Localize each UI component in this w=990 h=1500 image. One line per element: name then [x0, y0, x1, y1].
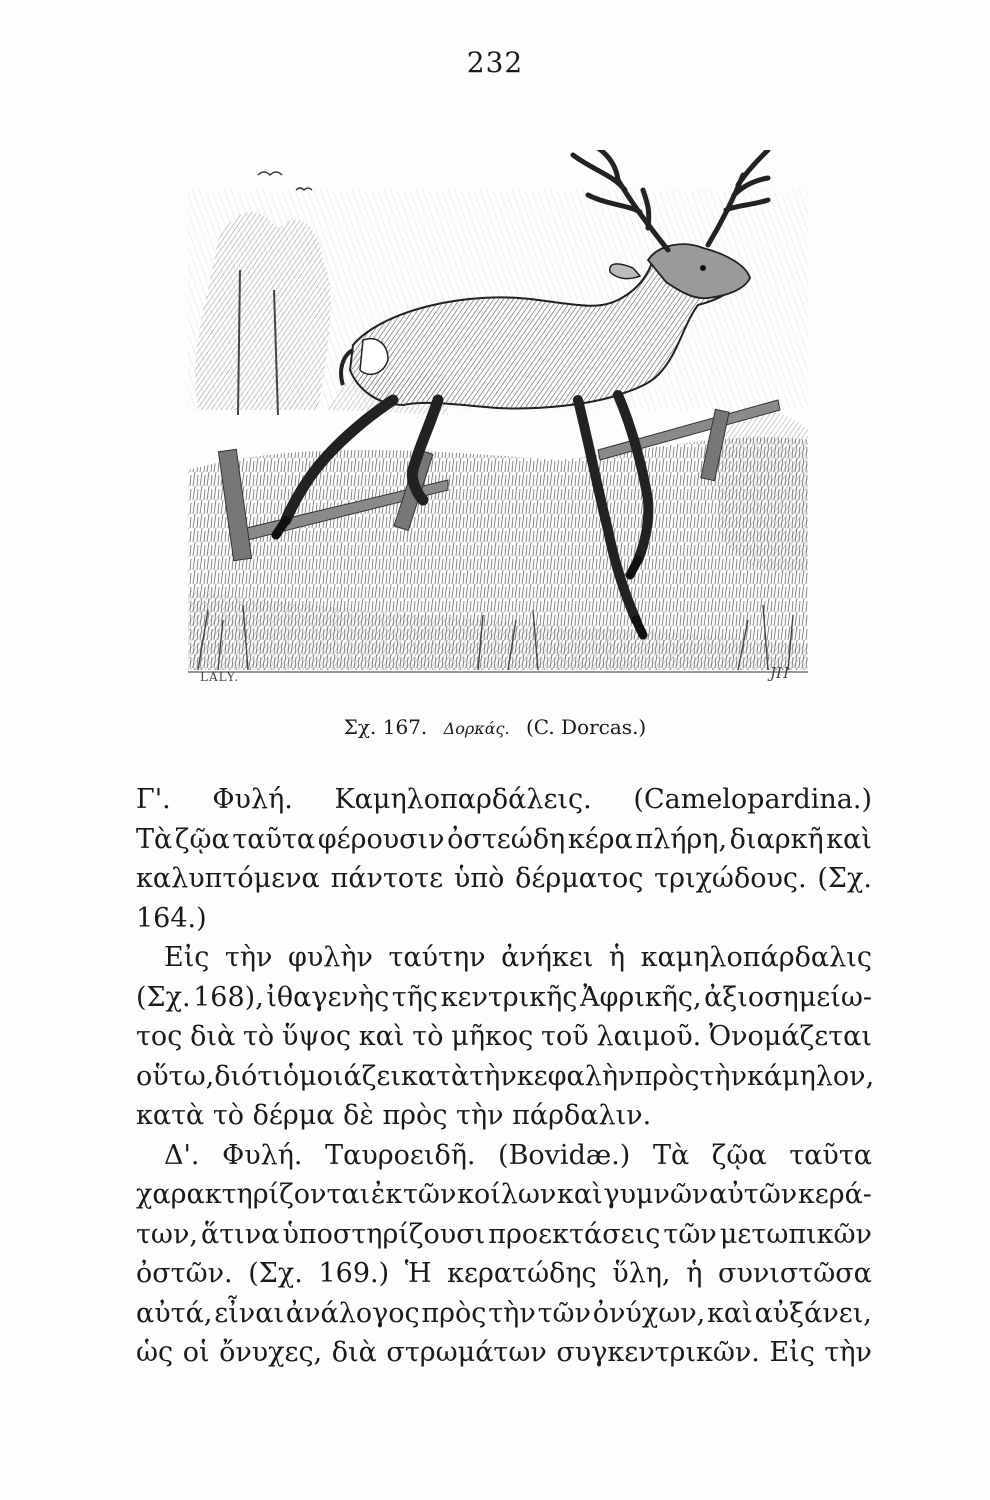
text-line: [136, 1254, 872, 1294]
word: Καμηλοπαρδάλεις.: [334, 784, 592, 815]
word: αὐτῶν: [709, 1179, 798, 1210]
word: ἡ: [608, 942, 626, 973]
word: τῆς: [391, 981, 439, 1013]
word: ταῦτα: [232, 823, 316, 855]
word: ἅτινα: [201, 1218, 280, 1250]
word: τῶν: [403, 1179, 457, 1210]
word: καλυπτόμενα: [136, 863, 320, 894]
word: κάμηλον,: [746, 1060, 875, 1092]
word: ταύτην: [388, 942, 486, 973]
word: Γ'.: [136, 784, 171, 815]
text-line: [136, 1057, 875, 1097]
word: Ὀνομάζεται: [708, 1021, 872, 1052]
word: ἀξιοσημείω-: [704, 981, 872, 1013]
text-line: [136, 1294, 872, 1334]
deer-illustration: [178, 150, 828, 695]
word: ὀστεώδη: [447, 823, 566, 855]
text-line: [136, 780, 872, 820]
word: ταῦτα: [789, 1139, 872, 1171]
caption-latin-name: (C. Dorcas.): [525, 715, 647, 739]
word: αὐξάνει,: [754, 1297, 872, 1329]
word: καὶ: [358, 1021, 405, 1052]
text-line: [136, 820, 872, 860]
word: των,: [136, 1218, 198, 1250]
word: διὰ: [331, 1337, 377, 1368]
word: ἰθαγενὴς: [266, 981, 390, 1013]
word: συνιστῶσα: [718, 1258, 872, 1289]
word: ζῷα: [174, 823, 230, 855]
word: Ἀφρικῆς,: [580, 981, 702, 1013]
word: 168),: [193, 981, 264, 1013]
word: (Bovidæ.): [498, 1139, 631, 1171]
word: τὸ: [412, 1021, 444, 1052]
word: ὀνύχων,: [592, 1297, 706, 1329]
word: Εἰς: [164, 942, 210, 973]
text-line: κατὰ τὸ δέρμα δὲ πρὸς τὴν πάρδαλιν.: [136, 1100, 652, 1131]
word: ἀνάλογος: [285, 1297, 420, 1329]
word: πλήρη,: [635, 823, 728, 855]
word: ζῷα: [711, 1139, 767, 1171]
word: προεκτάσεις: [488, 1218, 661, 1250]
word: Φυλή.: [222, 1139, 303, 1171]
word: τοῦ: [541, 1021, 589, 1052]
word: Δ'.: [164, 1139, 200, 1171]
word: καὶ: [707, 1297, 753, 1329]
word: ὀστῶν.: [136, 1258, 233, 1289]
word: καὶ: [557, 1179, 603, 1210]
word: γυμνῶν: [603, 1179, 709, 1210]
word: πρὸς: [421, 1297, 487, 1329]
word: τῶν: [537, 1297, 591, 1329]
engraver-monogram: JH: [770, 664, 790, 682]
word: διὰ: [190, 1021, 236, 1052]
word: τὴν: [224, 942, 273, 973]
word: οὕτω,: [136, 1060, 215, 1092]
word: κοίλων: [457, 1179, 557, 1210]
word: κεντρικῆς: [440, 981, 578, 1013]
word: κερά-: [797, 1179, 872, 1210]
word: φυλὴν: [287, 942, 373, 973]
word: ἐκ: [370, 1179, 403, 1210]
text-line: [136, 1215, 872, 1255]
word: 169.): [318, 1258, 390, 1289]
text-line: [136, 938, 872, 978]
word: τὴν: [824, 1337, 872, 1368]
word: Φυλή.: [212, 784, 293, 815]
word: τῶν: [663, 1218, 717, 1250]
word: καμηλοπάρδαλις: [640, 942, 872, 973]
word: (Σχ.: [817, 863, 872, 894]
word: συγκεντρικῶν.: [556, 1337, 760, 1368]
text-line: [136, 978, 872, 1018]
word: διότι: [214, 1060, 283, 1092]
word: κερατώδης: [447, 1258, 597, 1289]
word: πάντοτε: [330, 863, 444, 894]
word: Εἰς: [769, 1337, 815, 1368]
word: ὕψος: [282, 1021, 351, 1052]
word: κατὰ: [400, 1060, 470, 1092]
body-text: [136, 780, 875, 1373]
word: μετωπικῶν: [719, 1218, 872, 1250]
word: φέρουσιν: [317, 823, 445, 855]
word: καὶ: [826, 823, 872, 855]
word: στρωμάτων: [386, 1337, 547, 1368]
word: (Σχ.: [248, 1258, 303, 1289]
word: τριχώδους.: [654, 863, 807, 894]
word: εἶναι: [214, 1297, 285, 1329]
word: τος: [136, 1021, 183, 1052]
word: διαρκῆ: [729, 823, 824, 855]
text-line: [136, 1333, 872, 1373]
text-line: 164.): [136, 902, 207, 934]
word: ὡς: [136, 1337, 174, 1368]
word: τὴν: [469, 1060, 517, 1092]
text-line: [136, 859, 872, 899]
word: κέρα: [567, 823, 633, 855]
deer-engraving-figure: [178, 150, 828, 695]
engraver-signature: LALY.: [200, 670, 240, 684]
text-line: [136, 1017, 872, 1057]
word: ὕλη,: [612, 1258, 671, 1289]
word: (Σχ.: [136, 981, 191, 1013]
word: ὑποστηρίζουσι: [282, 1218, 486, 1250]
word: χαρακτηρίζονται: [136, 1179, 371, 1210]
word: πρὸς: [634, 1060, 700, 1092]
word: Τὰ: [652, 1139, 690, 1171]
caption-greek-name: Δορκάς.: [443, 719, 510, 738]
word: δέρματος: [515, 863, 644, 894]
word: Τὰ: [136, 823, 173, 855]
word: ὁμοιάζει: [282, 1060, 401, 1092]
word: οἱ: [182, 1337, 210, 1368]
word: ὑπὸ: [453, 863, 505, 894]
caption-number: Σχ. 167.: [343, 715, 428, 739]
text-line: [136, 1136, 872, 1176]
figure-caption: [0, 715, 990, 739]
word: ἀνήκει: [501, 942, 594, 973]
word: (Camelopardina.): [633, 784, 872, 815]
word: Ἡ: [404, 1258, 432, 1289]
word: τὸ: [243, 1021, 275, 1052]
word: τὴν: [488, 1297, 536, 1329]
page-number: 232: [466, 46, 524, 79]
text-line: [136, 1175, 872, 1215]
word: λαιμοῦ.: [596, 1021, 702, 1052]
word: τὴν: [699, 1060, 747, 1092]
word: Ταυροειδῆ.: [325, 1139, 476, 1171]
word: κεφαλὴν: [516, 1060, 635, 1092]
word: μῆκος: [451, 1021, 534, 1052]
word: αὐτά,: [136, 1297, 213, 1329]
word: ὄνυχες,: [219, 1337, 323, 1368]
word: ἡ: [686, 1258, 703, 1289]
